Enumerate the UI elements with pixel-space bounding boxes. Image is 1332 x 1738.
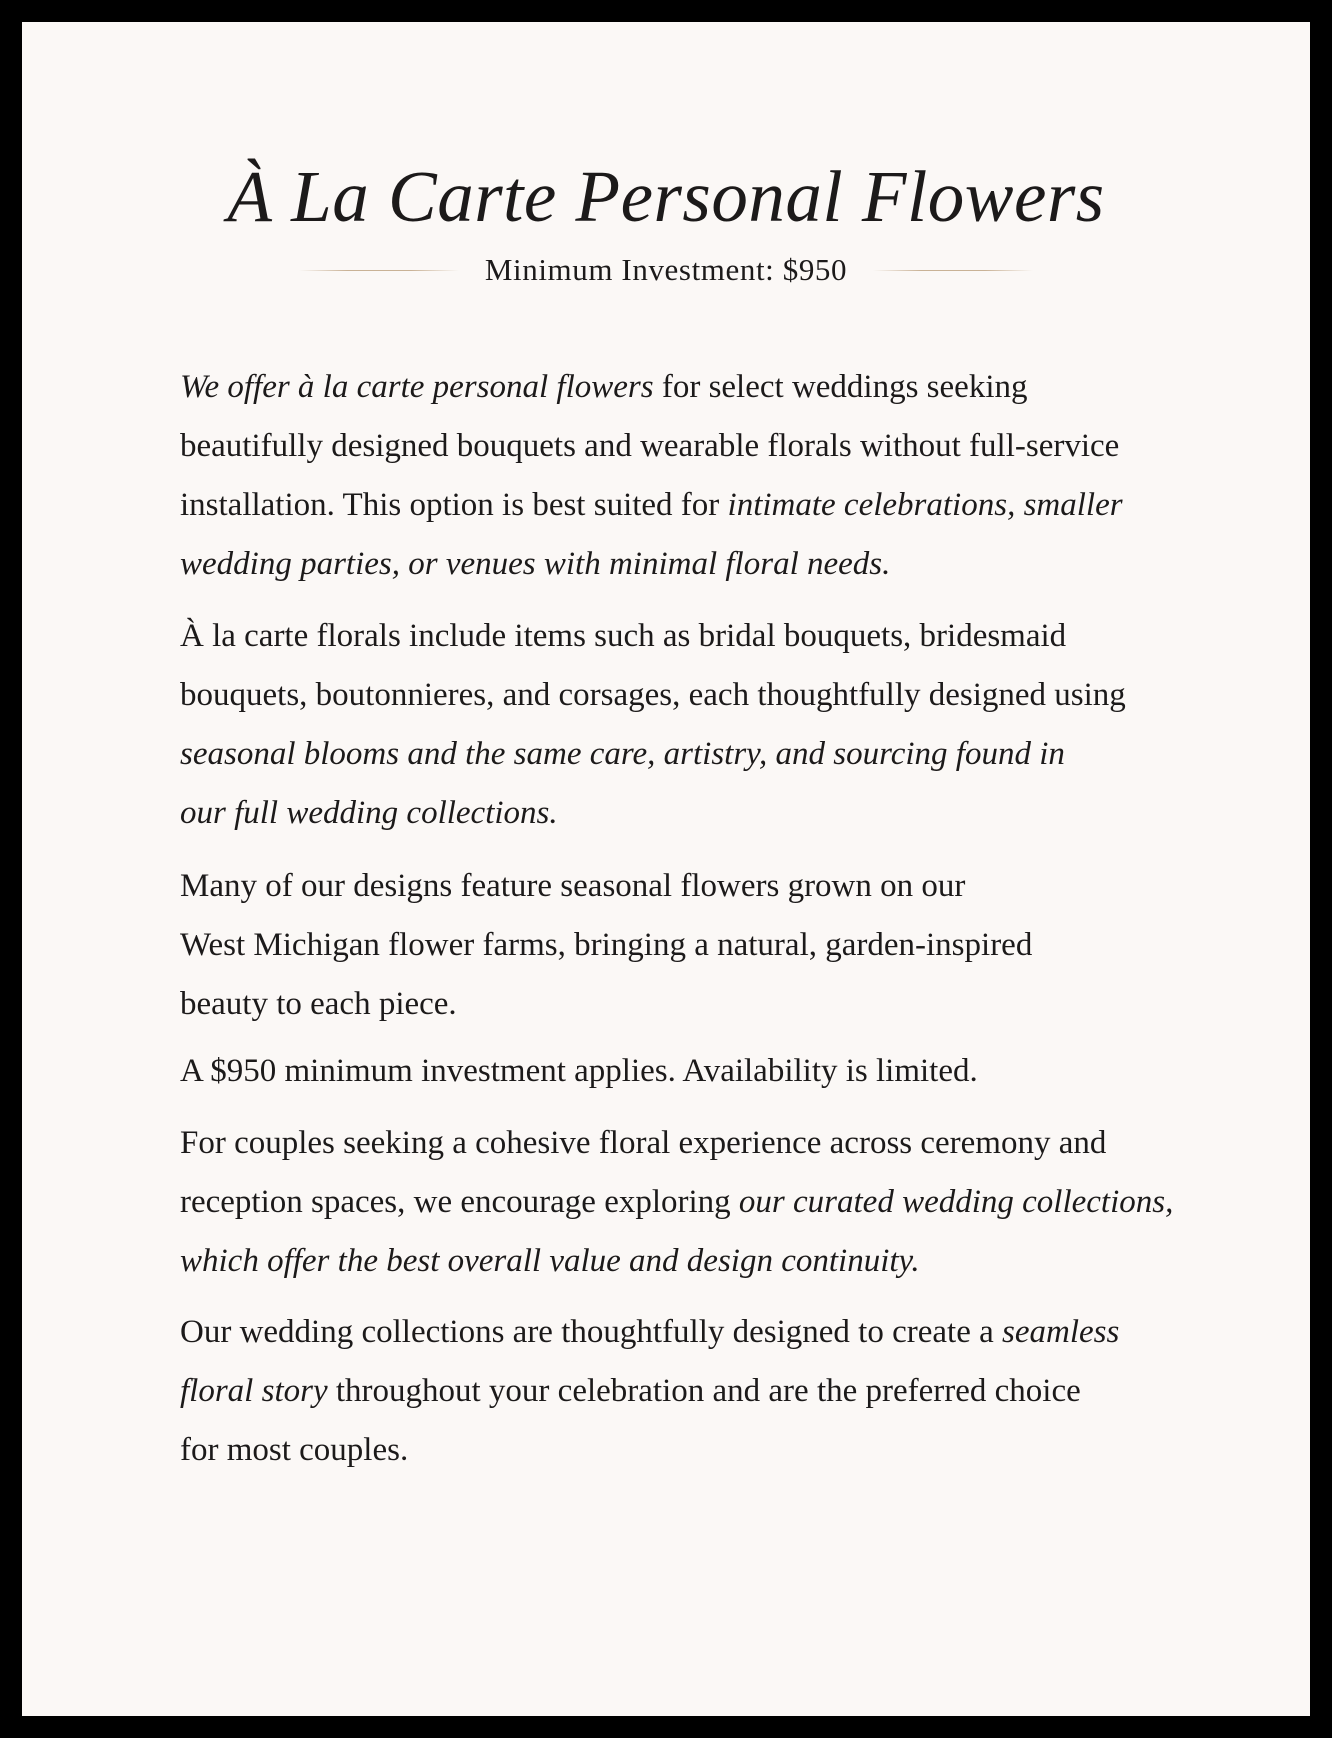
subtitle-row bbox=[22, 252, 1310, 288]
minimum-investment-subtitle: Minimum Investment: $950 bbox=[484, 252, 848, 287]
text-line bbox=[180, 975, 1180, 1034]
paragraph-collections-invite bbox=[180, 1114, 1180, 1291]
paragraph-intro bbox=[180, 358, 1180, 594]
text-line bbox=[180, 1421, 1180, 1480]
text-run: reception spaces, we encourage exploring bbox=[180, 1184, 739, 1220]
italic-text-run: We offer à la carte personal flowers bbox=[180, 369, 654, 405]
document-page bbox=[22, 22, 1310, 1716]
text-line bbox=[180, 784, 1180, 843]
text-line bbox=[180, 725, 1180, 784]
text-run: installation. This option is best suited for bbox=[180, 487, 728, 523]
italic-text-run: which offer the best overall value and design continuity. bbox=[180, 1243, 920, 1279]
text-run: West Michigan flower farms, bringing a natural, garden-inspired bbox=[180, 927, 1033, 963]
paragraph-minimum bbox=[180, 1042, 1180, 1101]
italic-text-run: our full wedding collections. bbox=[180, 795, 558, 831]
text-run: Many of our designs feature seasonal flowers grown on our bbox=[180, 868, 966, 904]
page-title: À La Carte Personal Flowers bbox=[227, 156, 1105, 237]
italic-text-run: wedding parties, or venues with minimal floral needs. bbox=[180, 546, 891, 582]
paragraph-farms bbox=[180, 857, 1180, 1034]
paragraph-collections-preferred bbox=[180, 1303, 1180, 1480]
text-line bbox=[180, 666, 1180, 725]
text-run: beauty to each piece. bbox=[180, 986, 457, 1022]
text-line bbox=[180, 916, 1180, 975]
italic-text-run: seasonal blooms and the same care, artistry, and sourcing found in bbox=[180, 736, 1065, 772]
left-divider bbox=[299, 270, 459, 271]
italic-text-run: intimate celebrations, smaller bbox=[727, 487, 1123, 523]
text-line bbox=[180, 1042, 1180, 1101]
text-run: bouquets, boutonnieres, and corsages, each thoughtfully designed using bbox=[180, 677, 1126, 713]
text-line bbox=[180, 1303, 1180, 1362]
paragraph-items bbox=[180, 607, 1180, 843]
text-run: throughout your celebration and are the preferred choice bbox=[327, 1373, 1081, 1409]
text-run: beautifully designed bouquets and wearable florals without full-service bbox=[180, 428, 1120, 464]
text-line bbox=[180, 535, 1180, 594]
text-run: À la carte florals include items such as bridal bouquets, bridesmaid bbox=[180, 618, 1067, 654]
italic-text-run: our curated wedding collections, bbox=[738, 1184, 1174, 1220]
text-run: for select weddings seeking bbox=[653, 369, 1028, 405]
text-line bbox=[180, 417, 1180, 476]
text-line bbox=[180, 1232, 1180, 1291]
text-run: for most couples. bbox=[180, 1432, 409, 1468]
text-line bbox=[180, 1114, 1180, 1173]
text-line bbox=[180, 857, 1180, 916]
text-line bbox=[180, 476, 1180, 535]
text-line bbox=[180, 1362, 1180, 1421]
text-run: A $950 minimum investment applies. Availability is limited. bbox=[180, 1053, 978, 1089]
text-line bbox=[180, 607, 1180, 666]
text-line bbox=[180, 358, 1180, 417]
italic-text-run: floral story bbox=[180, 1373, 328, 1409]
italic-text-run: seamless bbox=[1002, 1314, 1120, 1350]
text-run: For couples seeking a cohesive floral experience across ceremony and bbox=[180, 1125, 1107, 1161]
text-run: Our wedding collections are thoughtfully designed to create a bbox=[180, 1314, 1002, 1350]
text-line bbox=[180, 1173, 1180, 1232]
right-divider bbox=[873, 270, 1033, 271]
